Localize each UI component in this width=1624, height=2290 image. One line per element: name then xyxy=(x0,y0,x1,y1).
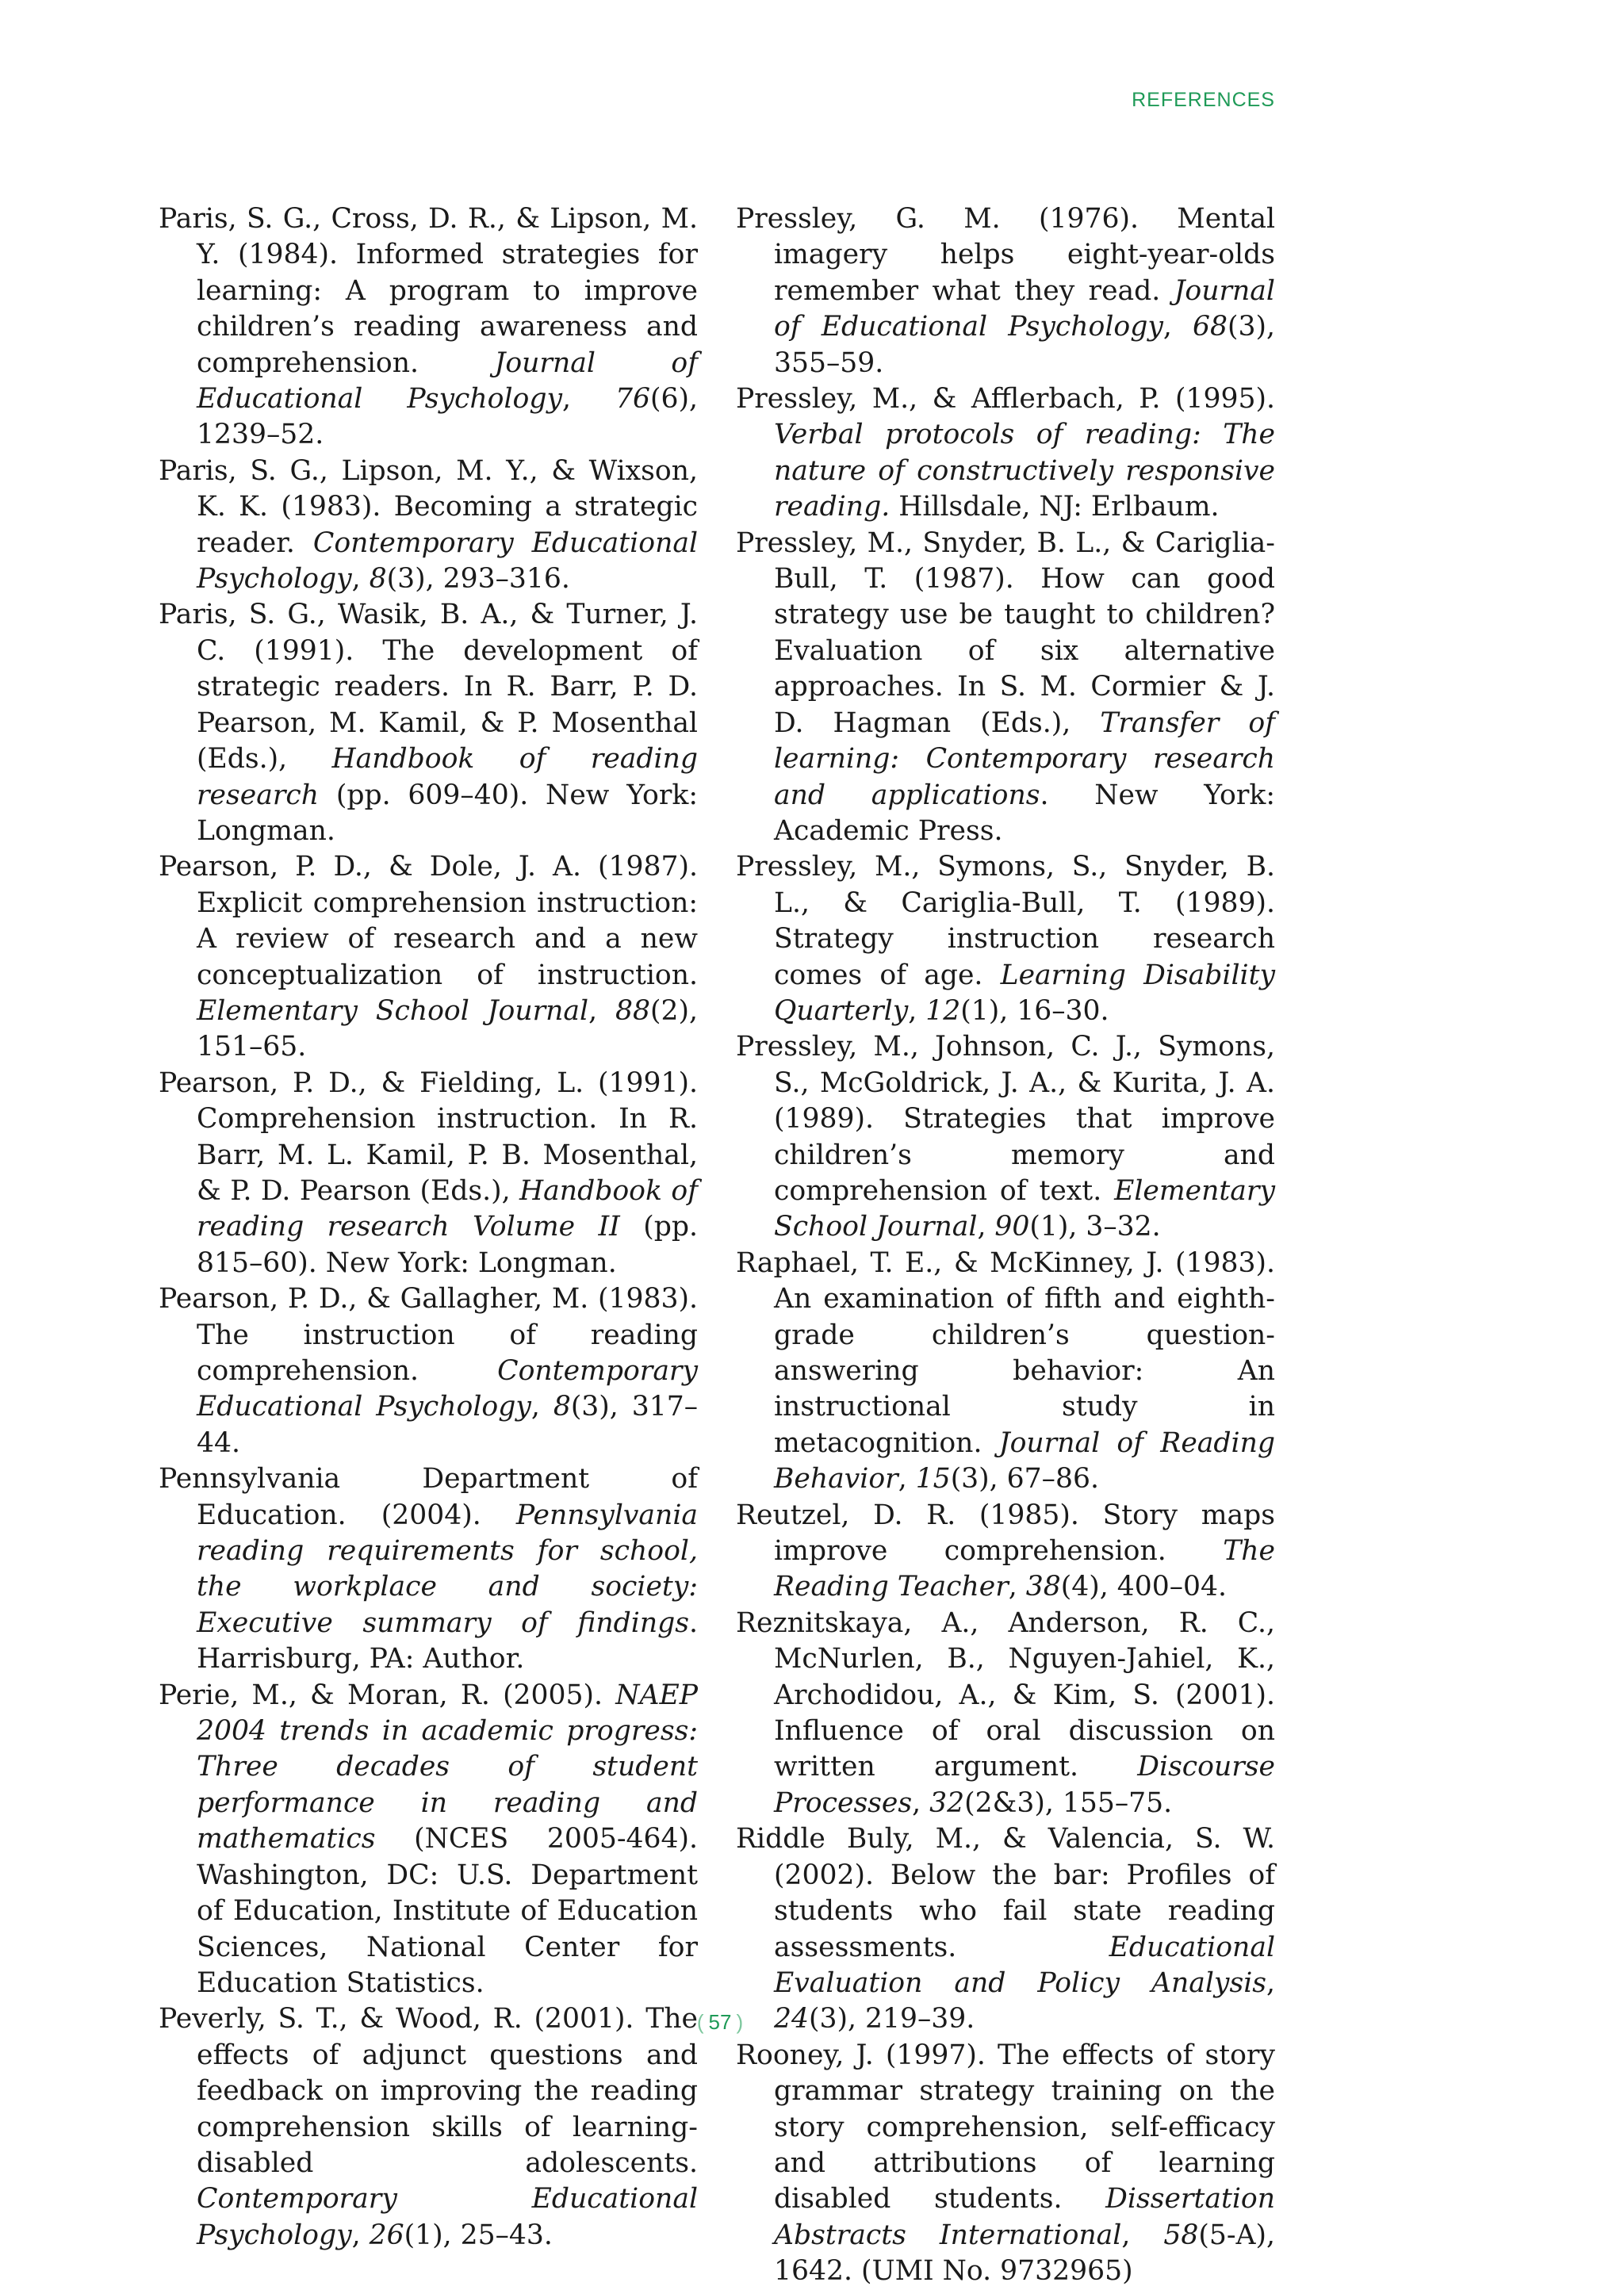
reference-entry xyxy=(736,1606,1275,1821)
reference-italic-text: Contemporary Educational Psychology xyxy=(197,527,699,595)
reference-italic-text: Journal of Reading Behavior xyxy=(774,1426,1276,1495)
reference-italic-text: Journal of Educational Psychology xyxy=(197,347,698,415)
reference-italic-text: Discourse Processes xyxy=(774,1751,1275,1819)
reference-italic-text: Elementary School Journal xyxy=(774,1174,1275,1243)
reference-entry xyxy=(736,381,1275,526)
reference-italic-text: Elementary School Journal xyxy=(197,994,589,1027)
reference-italic-text: 38 xyxy=(1025,1571,1061,1603)
reference-text: , xyxy=(530,1391,553,1423)
reference-text: Pressley, G. M. (1976). Mental imagery helps eight-year-olds remember what they read. xyxy=(736,203,1275,307)
reference-italic-text: Handbook of reading research Volume II xyxy=(197,1174,698,1243)
reference-italic-text: 90 xyxy=(994,1211,1030,1243)
reference-entry xyxy=(159,454,698,598)
reference-text: Pearson, P. D., & Dole, J. A. (1987). Explicit comprehension instruction: A review of research and a new conceptualization of instruction. xyxy=(159,851,698,991)
reference-text: Raphael, T. E., & McKinney, J. (1983). An examination of fifth and eighth-grade children’s question-answering behavior: An instructional study in metacognition. xyxy=(736,1246,1275,1459)
reference-italic-text: 8 xyxy=(553,1391,571,1423)
reference-italic-text: 32 xyxy=(929,1786,965,1819)
reference-text: , xyxy=(1121,2219,1164,2251)
reference-text: , xyxy=(351,2219,370,2251)
page-footer xyxy=(0,2010,1440,2035)
reference-entry xyxy=(736,1498,1275,1606)
page-number-close-paren: ) xyxy=(736,2010,744,2034)
reference-text: . New York: Academic Press. xyxy=(774,779,1275,847)
reference-italic-text: Learning Disability Quarterly xyxy=(774,959,1275,1027)
reference-text: (3), 317–44. xyxy=(197,1391,698,1459)
reference-text: Peverly, S. T., & Wood, R. (2001). The effects of adjunct questions and feedback on improving the reading comprehension skills of learning-disabled adolescents. xyxy=(159,2003,698,2179)
reference-entry xyxy=(736,1821,1275,2037)
reference-italic-text: Dissertation Abstracts International xyxy=(774,2183,1275,2251)
reference-text: Perie, M., & Moran, R. (2005). xyxy=(159,1679,616,1711)
reference-entry xyxy=(159,1678,698,2002)
reference-entry xyxy=(736,1246,1275,1498)
reference-italic-text: 88 xyxy=(615,994,651,1027)
reference-italic-text: The Reading Teacher xyxy=(774,1535,1275,1603)
reference-text: Paris, S. G., Lipson, M. Y., & Wixson, K. K. (1983). Becoming a strategic reader. xyxy=(159,454,698,559)
reference-italic-text: Journal of Educational Psychology xyxy=(774,274,1275,343)
reference-text: , xyxy=(977,1211,995,1243)
reference-text: (1), 3–32. xyxy=(1029,1211,1161,1243)
reference-italic-text: 58 xyxy=(1163,2219,1199,2251)
reference-text: (2), 151–65. xyxy=(197,994,698,1063)
reference-entry xyxy=(736,526,1275,850)
reference-entry xyxy=(159,1066,698,1281)
reference-text: , xyxy=(908,994,926,1027)
reference-text: Paris, S. G., Cross, D. R., & Lipson, M. Y. (1984). Informed strategies for learning: A program to improve children’s reading awareness and comprehension. xyxy=(159,203,698,379)
reference-text: Pressley, M., Johnson, C. J., Symons, S., McGoldrick, J. A., & Kurita, J. A. (1989). Strategies that improve children’s memory and comprehension of text. xyxy=(736,1031,1275,1207)
reference-text: (5-A), 1642. (UMI No. 9732965) xyxy=(774,2219,1275,2288)
reference-text: , xyxy=(562,383,616,415)
reference-text: (2&3), 155–75. xyxy=(964,1786,1173,1819)
reference-italic-text: Educational Evaluation and Policy Analysis xyxy=(774,1931,1275,1999)
references-column-right xyxy=(736,201,1275,2290)
reference-entry xyxy=(159,1461,698,1677)
reference-text: (3), 219–39. xyxy=(809,2003,975,2035)
reference-entry xyxy=(159,597,698,849)
reference-text: Pressley, M., Symons, S., Snyder, B. L., & Cariglia-Bull, T. (1989). Strategy instruction research comes of age. xyxy=(736,851,1275,991)
reference-text: (6), 1239–52. xyxy=(197,383,699,451)
reference-text: , xyxy=(912,1786,930,1819)
reference-text: , xyxy=(351,563,370,595)
page-number: 57 xyxy=(708,2010,732,2034)
reference-text: Reznitskaya, A., Anderson, R. C., McNurlen, B., Nguyen-Jahiel, K., Archodidou, A., & Kim, S. (2001). Influence of oral discussion on written argument. xyxy=(736,1606,1275,1783)
reference-italic-text: 12 xyxy=(925,994,961,1027)
page-number-open-paren: ( xyxy=(696,2010,704,2034)
reference-italic-text: Handbook of reading research xyxy=(197,743,698,811)
reference-text: Pearson, P. D., & Gallagher, M. (1983). The instruction of reading comprehension. xyxy=(159,1283,698,1387)
reference-entry xyxy=(159,1281,698,1461)
reference-entry xyxy=(159,201,698,454)
reference-italic-text: Pennsylvania reading requirements for school, the workplace and society: Executive summary of findings xyxy=(197,1499,698,1639)
reference-text: Pressley, M., & Afflerbach, P. (1995). xyxy=(736,383,1275,415)
reference-entry xyxy=(736,849,1275,1029)
reference-entry xyxy=(736,2038,1275,2290)
reference-text: , xyxy=(1162,311,1193,343)
reference-text: Reutzel, D. R. (1985). Story maps improve comprehension. xyxy=(736,1499,1275,1568)
reference-text: (3), 293–316. xyxy=(386,563,570,595)
reference-italic-text: 68 xyxy=(1193,311,1228,343)
reference-text: (pp. 609–40). New York: Longman. xyxy=(197,779,698,847)
reference-text: (1), 16–30. xyxy=(960,994,1109,1027)
reference-text: (4), 400–04. xyxy=(1060,1571,1228,1603)
reference-text: , xyxy=(1266,1966,1275,1999)
reference-italic-text: Contemporary Educational Psychology xyxy=(197,2183,698,2251)
reference-text: Pearson, P. D., & Fielding, L. (1991). Comprehension instruction. In R. Barr, M. L. Kamil, P. B. Mosenthal, & P. D. Pearson (Eds.), xyxy=(159,1066,698,1207)
reference-italic-text: 76 xyxy=(615,383,651,415)
running-header: REFERENCES xyxy=(1132,89,1275,111)
reference-italic-text: Verbal protocols of reading: The nature of constructively responsive reading. xyxy=(774,419,1275,523)
reference-italic-text: 26 xyxy=(369,2219,404,2251)
reference-text: Pressley, M., Snyder, B. L., & Cariglia-Bull, T. (1987). How can good strategy use be taught to children? Evaluation of six alternative approaches. In S. M. Cormier & J. D. Hagman (Eds.), xyxy=(736,527,1275,739)
reference-italic-text: 15 xyxy=(915,1463,951,1495)
reference-text: , xyxy=(588,994,616,1027)
reference-text: Riddle Buly, M., & Valencia, S. W. (2002). Below the bar: Profiles of students who fail state reading assessments. xyxy=(736,1823,1275,1963)
reference-text: Paris, S. G., Wasik, B. A., & Turner, J. C. (1991). The development of strategic readers. In R. Barr, P. D. Pearson, M. Kamil, & P. Mosenthal (Eds.), xyxy=(159,599,698,775)
reference-text: , xyxy=(898,1463,916,1495)
reference-italic-text: 8 xyxy=(369,563,387,595)
reference-text: (NCES 2005-464). Washington, DC: U.S. Department of Education, Institute of Education Sciences, National Center for Education Statistics. xyxy=(197,1823,698,1999)
reference-text: , xyxy=(1008,1571,1026,1603)
reference-text: Hillsdale, NJ: Erlbaum. xyxy=(890,491,1220,523)
reference-italic-text: 24 xyxy=(774,2003,809,2035)
reference-entry xyxy=(736,201,1275,381)
reference-italic-text: Contemporary Educational Psychology xyxy=(197,1355,698,1423)
reference-text: (pp. 815–60). New York: Longman. xyxy=(197,1211,698,1279)
reference-text: (3), 355–59. xyxy=(774,311,1275,379)
references-column-left xyxy=(159,201,698,2254)
reference-text: (3), 67–86. xyxy=(950,1463,1099,1495)
reference-italic-text: NAEP 2004 trends in academic progress: Three decades of student performance in reading and mathematics xyxy=(197,1679,698,1855)
reference-text: . Harrisburg, PA: Author. xyxy=(197,1606,698,1675)
reference-italic-text: Transfer of learning: Contemporary research and applications xyxy=(774,707,1275,811)
reference-entry xyxy=(159,2001,698,2254)
reference-text: (1), 25–43. xyxy=(404,2219,553,2251)
reference-text: Rooney, J. (1997). The effects of story grammar strategy training on the story comprehension, self-efficacy and attributions of learning disabled students. xyxy=(736,2039,1275,2215)
reference-entry xyxy=(159,849,698,1065)
reference-text: Pennsylvania Department of Education. (2004). xyxy=(159,1463,698,1531)
reference-entry xyxy=(736,1029,1275,1245)
